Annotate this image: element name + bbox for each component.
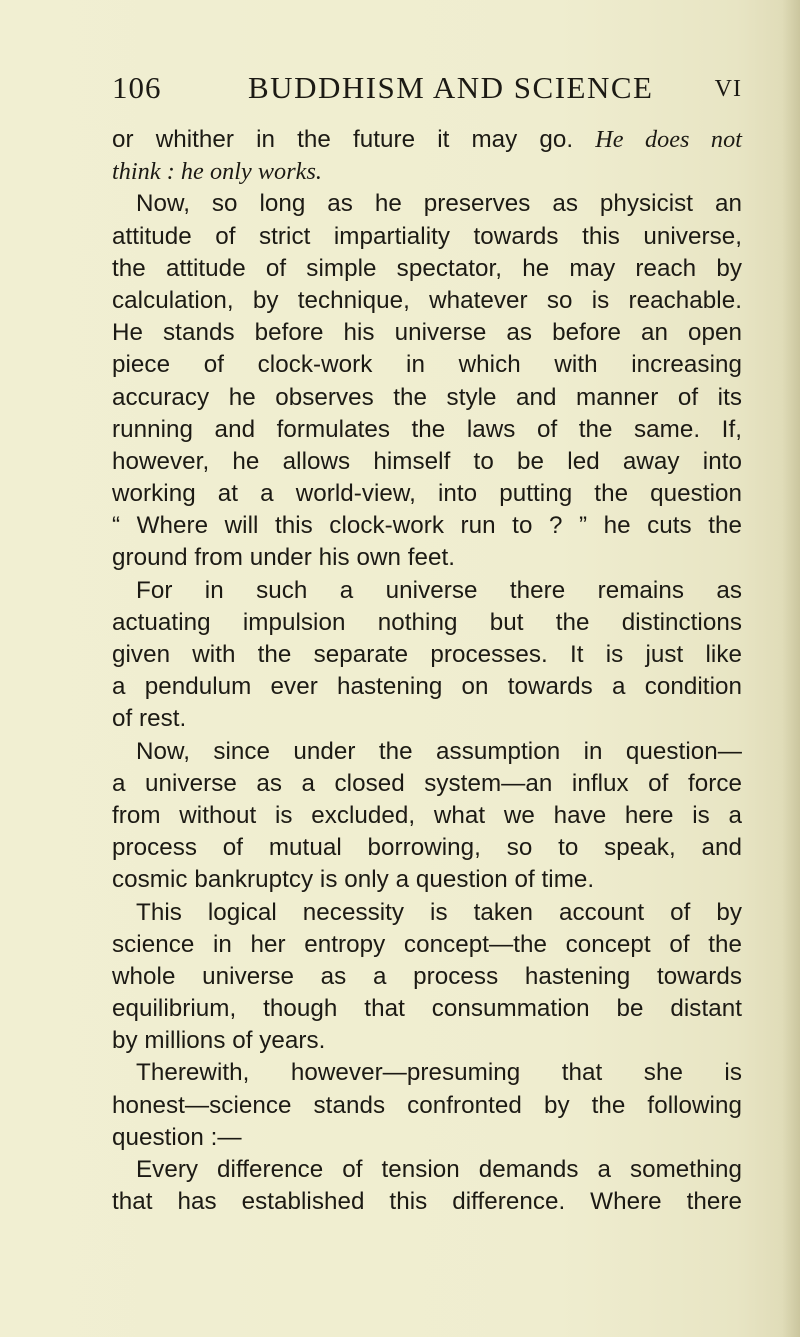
- text-line: equilibrium, though that consummation be distant: [112, 995, 742, 1023]
- text-line: “ Where will this clock-work run to ? ” he cuts the: [112, 512, 742, 540]
- text-line: working at a world-view, into putting the question: [112, 480, 742, 508]
- chapter-number: VI: [714, 76, 742, 102]
- text-line: that has established this difference. Where there: [112, 1188, 742, 1216]
- text-line: This logical necessity is taken account of by: [136, 898, 742, 926]
- text-line: science in her entropy concept—the concept of the: [112, 930, 742, 958]
- text-line: ground from under his own feet.: [112, 544, 456, 572]
- text-line: whole universe as a process hastening towards: [112, 962, 742, 990]
- text-line: of rest.: [112, 705, 187, 733]
- text-line: accuracy he observes the style and manner of its: [112, 383, 742, 411]
- text-line: the attitude of simple spectator, he may reach by: [112, 254, 742, 282]
- text-line: question :—: [112, 1123, 242, 1151]
- text-line: Now, since under the assumption in question—: [136, 737, 742, 765]
- text-line: process of mutual borrowing, so to speak, and: [112, 834, 742, 862]
- text-line: think : he only works.: [112, 158, 323, 186]
- body-text: [112, 124, 742, 1218]
- page-number: 106: [112, 70, 162, 105]
- text-line: honest—science stands confronted by the following: [112, 1091, 742, 1119]
- text-line: calculation, by technique, whatever so is reachable.: [112, 286, 742, 314]
- text-line: by millions of years.: [112, 1027, 326, 1055]
- text-line: He stands before his universe as before an open: [112, 319, 742, 347]
- page-edge-shadow: [782, 0, 800, 1337]
- text-line: piece of clock-work in which with increasing: [112, 351, 742, 379]
- text-line: attitude of strict impartiality towards this universe,: [112, 222, 742, 250]
- running-head: [112, 70, 742, 114]
- running-title: BUDDHISM AND SCIENCE: [248, 70, 654, 105]
- text-line: a universe as a closed system—an influx of force: [112, 769, 742, 797]
- text-line: Therewith, however—presuming that she is: [136, 1059, 742, 1087]
- text-line: given with the separate processes. It is just like: [112, 641, 742, 668]
- text-line: actuating impulsion nothing but the distinctions: [112, 608, 742, 636]
- text-line: from without is excluded, what we have here is a: [112, 801, 742, 829]
- text-line: however, he allows himself to be led away into: [112, 447, 742, 475]
- text-line: Every difference of tension demands a something: [136, 1156, 742, 1183]
- text-line: For in such a universe there remains as: [136, 576, 742, 604]
- text-line: cosmic bankruptcy is only a question of time.: [112, 866, 595, 894]
- text-line: or whither in the future it may go. He does not: [112, 126, 742, 153]
- text-line: running and formulates the laws of the same. If,: [112, 415, 742, 443]
- text-line: Now, so long as he preserves as physicist an: [136, 190, 742, 218]
- text-line: a pendulum ever hastening on towards a condition: [112, 673, 742, 701]
